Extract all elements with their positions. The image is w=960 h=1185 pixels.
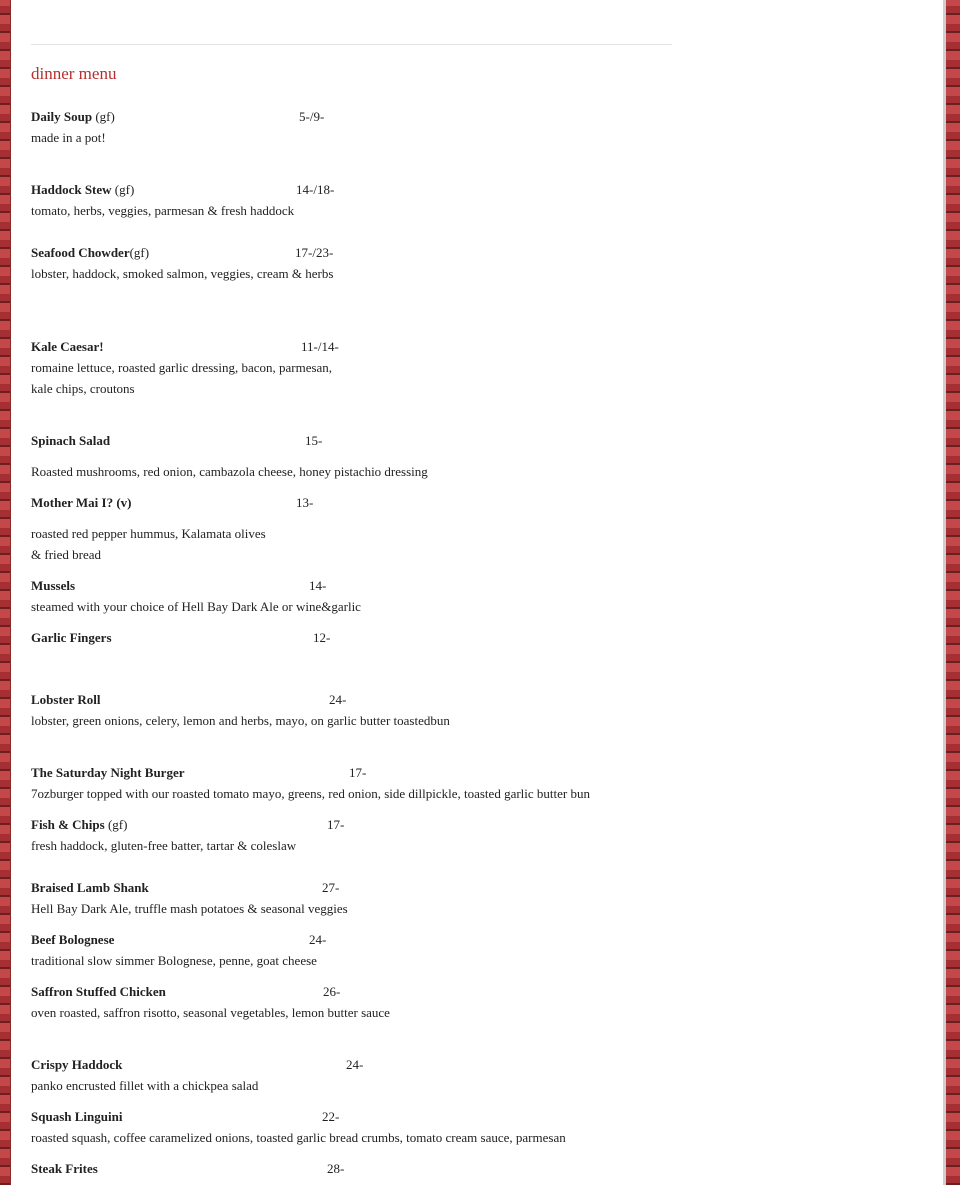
menu-item-name: Kale Caesar! [31, 339, 104, 354]
menu-item-description: traditional slow simmer Bolognese, penne, goat cheese [31, 953, 317, 968]
menu-item-name: Steak Frites [31, 1161, 98, 1176]
menu-item-description: tomato, herbs, veggies, parmesan & fresh haddock [31, 203, 295, 218]
menu-item-price: 17- [327, 817, 345, 832]
menu-item-description: roasted squash, coffee caramelized onions, toasted garlic bread crumbs, tomato cream sauce, parmesan [31, 1130, 566, 1145]
menu-item [31, 877, 149, 898]
divider [31, 44, 672, 45]
menu-item-price: 5-/9- [299, 109, 325, 124]
menu-item [31, 689, 100, 710]
menu-item-price: 27- [322, 880, 340, 895]
menu-item-name: Haddock Stew [31, 182, 112, 197]
menu-item-description: & fried bread [31, 547, 102, 562]
menu-item [31, 929, 114, 950]
menu-item-name: Seafood Chowder [31, 245, 130, 260]
menu-item-name: Mother Mai I? (v) [31, 495, 132, 510]
menu-item [31, 1158, 98, 1179]
menu-item-description: Hell Bay Dark Ale, truffle mash potatoes & seasonal veggies [31, 901, 348, 916]
menu-item-tag: (gf) [104, 817, 128, 832]
menu-item-description: fresh haddock, gluten-free batter, tartar & coleslaw [31, 838, 297, 853]
menu-item-name: The Saturday Night Burger [31, 765, 185, 780]
menu-item [31, 575, 75, 596]
menu-item [31, 179, 134, 200]
menu-item [31, 336, 104, 357]
menu-item-price: 17-/23- [295, 245, 334, 260]
menu-item-name: Crispy Haddock [31, 1057, 123, 1072]
menu-item [31, 430, 110, 451]
menu-item-name: Garlic Fingers [31, 630, 112, 645]
menu-item [31, 106, 115, 127]
menu-item [31, 762, 184, 783]
menu-item-description: made in a pot! [31, 130, 106, 145]
menu-item-price: 17- [349, 765, 367, 780]
menu-item-description: roasted red pepper hummus, Kalamata olives [31, 526, 266, 541]
menu-item [31, 627, 112, 648]
menu-item [31, 1106, 122, 1127]
menu-item-description: romaine lettuce, roasted garlic dressing, bacon, parmesan, [31, 360, 333, 375]
menu-item-name: Spinach Salad [31, 433, 111, 448]
menu-item-tag: (gf) [92, 109, 115, 124]
menu-item-description: lobster, green onions, celery, lemon and herbs, mayo, on garlic butter toastedbun [31, 713, 450, 728]
menu-item [31, 981, 166, 1002]
menu-item-price: 26- [323, 984, 341, 999]
menu-item-price: 14- [309, 578, 327, 593]
menu-item-description: lobster, haddock, smoked salmon, veggies, cream & herbs [31, 266, 334, 281]
menu-item-price: 12- [313, 630, 331, 645]
menu-item-description: 7ozburger topped with our roasted tomato mayo, greens, red onion, side dillpickle, toasted garlic butter bun [31, 786, 590, 801]
menu-item-tag: (gf) [111, 182, 135, 197]
menu-item-price: 24- [329, 692, 347, 707]
menu-item-price: 24- [309, 932, 327, 947]
menu-item-price: 11-/14- [301, 339, 339, 354]
menu-item-description: steamed with your choice of Hell Bay Dark Ale or wine&garlic [31, 599, 361, 614]
menu-item-description: Roasted mushrooms, red onion, cambazola cheese, honey pistachio dressing [31, 464, 428, 479]
menu-item-name: Squash Linguini [31, 1109, 123, 1124]
menu-item-name: Braised Lamb Shank [31, 880, 149, 895]
menu-item-price: 22- [322, 1109, 340, 1124]
menu-item-description: oven roasted, saffron risotto, seasonal vegetables, lemon butter sauce [31, 1005, 390, 1020]
menu-page [10, 0, 946, 1185]
menu-item-tag: (gf) [129, 245, 150, 260]
menu-item [31, 1054, 122, 1075]
menu-item [31, 492, 131, 513]
menu-item-name: Fish & Chips [31, 817, 105, 832]
menu-item-name: Beef Bolognese [31, 932, 115, 947]
menu-item [31, 242, 149, 263]
menu-item-name: Daily Soup [31, 109, 93, 124]
menu-item [31, 814, 127, 835]
menu-item-description: panko encrusted fillet with a chickpea salad [31, 1078, 259, 1093]
menu-item-name: Saffron Stuffed Chicken [31, 984, 166, 999]
menu-item-price: 15- [305, 433, 323, 448]
menu-item-price: 24- [346, 1057, 364, 1072]
menu-item-name: Mussels [31, 578, 76, 593]
menu-item-price: 28- [327, 1161, 345, 1176]
menu-item-name: Lobster Roll [31, 692, 101, 707]
menu-item-price: 13- [296, 495, 314, 510]
menu-item-description: kale chips, croutons [31, 381, 135, 396]
page-title: dinner menu [31, 64, 117, 83]
menu-item-price: 14-/18- [296, 182, 335, 197]
